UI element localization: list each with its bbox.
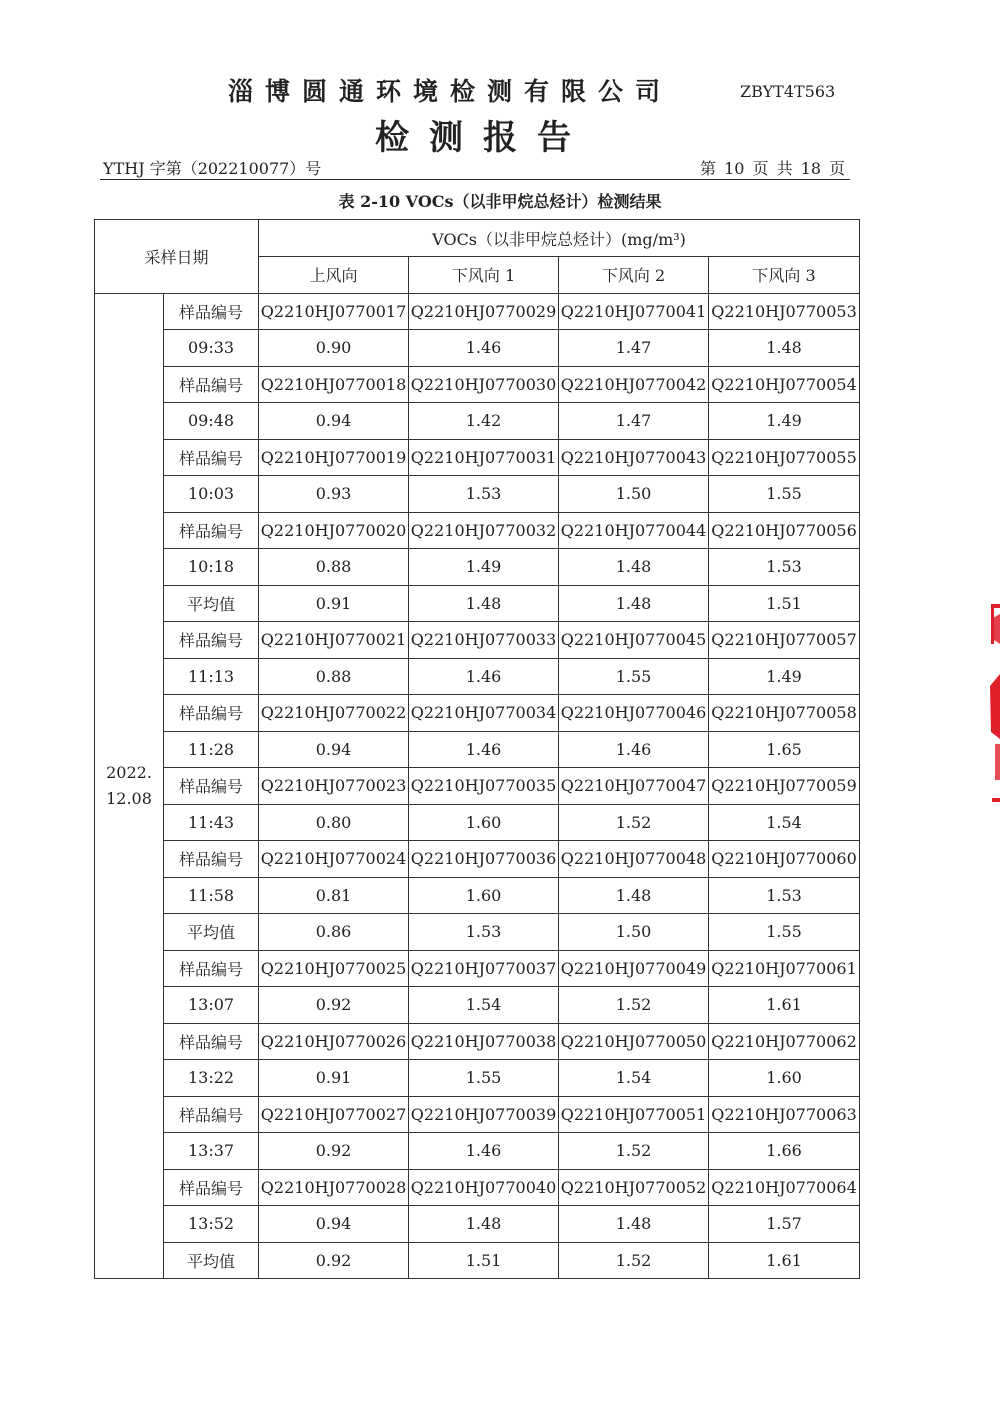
table-cell: Q2210HJ0770030 xyxy=(409,366,559,403)
table-cell: Q2210HJ0770035 xyxy=(409,768,559,805)
table-cell: Q2210HJ0770046 xyxy=(559,695,709,732)
table-row xyxy=(95,1169,860,1206)
table-cell: 0.92 xyxy=(259,1242,409,1279)
table-cell: 0.94 xyxy=(259,1206,409,1243)
table-row xyxy=(95,1023,860,1060)
row-label: 10:18 xyxy=(164,549,259,586)
table-cell: Q2210HJ0770041 xyxy=(559,293,709,330)
table-caption: 表 2-10 VOCs（以非甲烷总烃计）检测结果 xyxy=(338,192,662,211)
table-cell: Q2210HJ0770050 xyxy=(559,1023,709,1060)
table-row xyxy=(95,512,860,549)
table-cell: Q2210HJ0770020 xyxy=(259,512,409,549)
table-cell: 0.94 xyxy=(259,403,409,440)
sampling-date-year: 2022. xyxy=(106,762,152,782)
page-info: 第 10 页 共 18 页 xyxy=(700,159,846,178)
table-row xyxy=(95,1133,860,1170)
column-header: 下风向 1 xyxy=(409,257,559,294)
table-row xyxy=(95,403,860,440)
table-row xyxy=(95,439,860,476)
table-cell: 1.50 xyxy=(559,914,709,951)
table-row xyxy=(95,476,860,513)
row-label: 11:43 xyxy=(164,804,259,841)
table-cell: 1.66 xyxy=(709,1133,860,1170)
table-cell: 1.46 xyxy=(409,330,559,367)
table-cell: 1.46 xyxy=(409,658,559,695)
table-cell: 1.51 xyxy=(409,1242,559,1279)
table-cell: 0.88 xyxy=(259,549,409,586)
table-cell: 1.52 xyxy=(559,1242,709,1279)
table-cell: 1.48 xyxy=(409,585,559,622)
table-cell: 1.55 xyxy=(709,914,860,951)
column-header: 下风向 3 xyxy=(709,257,860,294)
table-cell: 1.57 xyxy=(709,1206,860,1243)
table-cell: 1.47 xyxy=(559,403,709,440)
table-cell: 1.49 xyxy=(709,658,860,695)
table-cell: Q2210HJ0770034 xyxy=(409,695,559,732)
red-seal-stamp xyxy=(988,604,1000,802)
row-label: 13:37 xyxy=(164,1133,259,1170)
table-row xyxy=(95,622,860,659)
table-body xyxy=(95,293,860,1279)
table-row xyxy=(95,549,860,586)
table-row xyxy=(95,585,860,622)
table-cell: Q2210HJ0770022 xyxy=(259,695,409,732)
row-label: 平均值 xyxy=(164,914,259,951)
table-row xyxy=(95,987,860,1024)
table-cell: Q2210HJ0770053 xyxy=(709,293,860,330)
table-cell: Q2210HJ0770031 xyxy=(409,439,559,476)
table-cell: Q2210HJ0770049 xyxy=(559,950,709,987)
row-label: 样品编号 xyxy=(164,1023,259,1060)
table-cell: 1.61 xyxy=(709,987,860,1024)
table-cell: Q2210HJ0770018 xyxy=(259,366,409,403)
table-row xyxy=(95,731,860,768)
table-cell: 1.49 xyxy=(409,549,559,586)
report-title: 检测报告 xyxy=(375,118,591,158)
row-label: 样品编号 xyxy=(164,841,259,878)
table-cell: 1.54 xyxy=(559,1060,709,1097)
table-cell: Q2210HJ0770033 xyxy=(409,622,559,659)
table-row xyxy=(95,695,860,732)
table-cell: Q2210HJ0770044 xyxy=(559,512,709,549)
table-cell: 1.60 xyxy=(709,1060,860,1097)
row-label: 样品编号 xyxy=(164,1169,259,1206)
table-cell: 1.46 xyxy=(409,1133,559,1170)
row-label: 09:33 xyxy=(164,330,259,367)
table-cell: 1.60 xyxy=(409,877,559,914)
table-cell: Q2210HJ0770042 xyxy=(559,366,709,403)
table-cell: 1.54 xyxy=(709,804,860,841)
table-cell: Q2210HJ0770064 xyxy=(709,1169,860,1206)
table-row xyxy=(95,950,860,987)
table-cell: 0.92 xyxy=(259,987,409,1024)
table-cell: 1.46 xyxy=(559,731,709,768)
table-cell: Q2210HJ0770048 xyxy=(559,841,709,878)
column-header: 下风向 2 xyxy=(559,257,709,294)
table-cell: 0.81 xyxy=(259,877,409,914)
table-row xyxy=(95,768,860,805)
table-cell: 1.53 xyxy=(709,877,860,914)
row-label: 样品编号 xyxy=(164,695,259,732)
table-cell: 1.48 xyxy=(559,877,709,914)
table-row xyxy=(95,1206,860,1243)
table-row xyxy=(95,1242,860,1279)
table-cell: 0.86 xyxy=(259,914,409,951)
table-cell: 1.53 xyxy=(409,476,559,513)
sampling-date xyxy=(95,293,164,1279)
table-cell: Q2210HJ0770028 xyxy=(259,1169,409,1206)
table-cell: 1.42 xyxy=(409,403,559,440)
table-cell: 1.52 xyxy=(559,804,709,841)
table-row xyxy=(95,330,860,367)
table-cell: Q2210HJ0770052 xyxy=(559,1169,709,1206)
table-cell: 1.50 xyxy=(559,476,709,513)
table-cell: Q2210HJ0770054 xyxy=(709,366,860,403)
table-cell: 0.92 xyxy=(259,1133,409,1170)
table-cell: Q2210HJ0770027 xyxy=(259,1096,409,1133)
table-row xyxy=(95,658,860,695)
table-cell: Q2210HJ0770040 xyxy=(409,1169,559,1206)
table-cell: 1.48 xyxy=(559,585,709,622)
row-label: 平均值 xyxy=(164,1242,259,1279)
row-label: 11:58 xyxy=(164,877,259,914)
row-label: 11:13 xyxy=(164,658,259,695)
table-cell: Q2210HJ0770021 xyxy=(259,622,409,659)
report-code: ZBYT4T563 xyxy=(740,82,836,101)
table-cell: Q2210HJ0770026 xyxy=(259,1023,409,1060)
table-cell: 1.61 xyxy=(709,1242,860,1279)
table-row xyxy=(95,1096,860,1133)
header-rule xyxy=(100,179,850,180)
table-cell: Q2210HJ0770039 xyxy=(409,1096,559,1133)
row-label: 样品编号 xyxy=(164,512,259,549)
table-cell: 0.93 xyxy=(259,476,409,513)
table-cell: 1.55 xyxy=(709,476,860,513)
row-label: 13:07 xyxy=(164,987,259,1024)
table-cell: 1.52 xyxy=(559,1133,709,1170)
table-cell: Q2210HJ0770055 xyxy=(709,439,860,476)
table-cell: Q2210HJ0770037 xyxy=(409,950,559,987)
table-cell: 1.54 xyxy=(409,987,559,1024)
table-cell: Q2210HJ0770059 xyxy=(709,768,860,805)
table-cell: 1.53 xyxy=(409,914,559,951)
table-row xyxy=(95,804,860,841)
table-cell: 1.48 xyxy=(559,1206,709,1243)
table-row xyxy=(95,841,860,878)
table-cell: Q2210HJ0770045 xyxy=(559,622,709,659)
table-row xyxy=(95,914,860,951)
doc-number: YTHJ 字第（202210077）号 xyxy=(103,159,322,178)
table-cell: Q2210HJ0770038 xyxy=(409,1023,559,1060)
table-cell: 1.65 xyxy=(709,731,860,768)
vocs-results-table xyxy=(94,219,860,1279)
sampling-date-day: 12.08 xyxy=(106,788,152,808)
table-cell: Q2210HJ0770058 xyxy=(709,695,860,732)
date-header: 采样日期 xyxy=(95,220,259,294)
table-header-row xyxy=(95,220,860,257)
company-name: 淄博圆通环境检测有限公司 xyxy=(228,77,673,106)
table-row xyxy=(95,293,860,330)
table-cell: 0.80 xyxy=(259,804,409,841)
table-cell: 0.88 xyxy=(259,658,409,695)
table-cell: Q2210HJ0770036 xyxy=(409,841,559,878)
table-cell: Q2210HJ0770061 xyxy=(709,950,860,987)
table-cell: Q2210HJ0770063 xyxy=(709,1096,860,1133)
row-label: 样品编号 xyxy=(164,293,259,330)
table-cell: 1.49 xyxy=(709,403,860,440)
table-cell: Q2210HJ0770032 xyxy=(409,512,559,549)
table-row xyxy=(95,1060,860,1097)
table-cell: Q2210HJ0770056 xyxy=(709,512,860,549)
table-cell: 0.91 xyxy=(259,1060,409,1097)
table-cell: Q2210HJ0770024 xyxy=(259,841,409,878)
table-cell: Q2210HJ0770057 xyxy=(709,622,860,659)
row-label: 13:52 xyxy=(164,1206,259,1243)
row-label: 11:28 xyxy=(164,731,259,768)
row-label: 样品编号 xyxy=(164,366,259,403)
table-cell: Q2210HJ0770043 xyxy=(559,439,709,476)
table-cell: 1.48 xyxy=(559,549,709,586)
table-cell: Q2210HJ0770017 xyxy=(259,293,409,330)
table-cell: 1.55 xyxy=(559,658,709,695)
row-label: 09:48 xyxy=(164,403,259,440)
table-cell: 0.90 xyxy=(259,330,409,367)
row-label: 13:22 xyxy=(164,1060,259,1097)
table-cell: Q2210HJ0770029 xyxy=(409,293,559,330)
row-label: 10:03 xyxy=(164,476,259,513)
table-cell: 0.91 xyxy=(259,585,409,622)
table-cell: Q2210HJ0770025 xyxy=(259,950,409,987)
table-cell: 1.48 xyxy=(709,330,860,367)
table-cell: 1.52 xyxy=(559,987,709,1024)
row-label: 样品编号 xyxy=(164,768,259,805)
row-label: 样品编号 xyxy=(164,439,259,476)
row-label: 样品编号 xyxy=(164,622,259,659)
table-cell: Q2210HJ0770062 xyxy=(709,1023,860,1060)
group-header: VOCs（以非甲烷总烃计）(mg/m³) xyxy=(259,220,860,257)
table-cell: 1.53 xyxy=(709,549,860,586)
table-cell: 1.51 xyxy=(709,585,860,622)
column-header: 上风向 xyxy=(259,257,409,294)
table-cell: 1.55 xyxy=(409,1060,559,1097)
row-label: 样品编号 xyxy=(164,1096,259,1133)
row-label: 样品编号 xyxy=(164,950,259,987)
row-label: 平均值 xyxy=(164,585,259,622)
table-cell: 1.48 xyxy=(409,1206,559,1243)
table-cell: Q2210HJ0770047 xyxy=(559,768,709,805)
table-cell: 1.60 xyxy=(409,804,559,841)
table-cell: Q2210HJ0770051 xyxy=(559,1096,709,1133)
table-cell: 1.47 xyxy=(559,330,709,367)
table-row xyxy=(95,366,860,403)
table-cell: Q2210HJ0770023 xyxy=(259,768,409,805)
table-cell: 1.46 xyxy=(409,731,559,768)
table-row xyxy=(95,877,860,914)
table-cell: 0.94 xyxy=(259,731,409,768)
table-cell: Q2210HJ0770019 xyxy=(259,439,409,476)
table-cell: Q2210HJ0770060 xyxy=(709,841,860,878)
